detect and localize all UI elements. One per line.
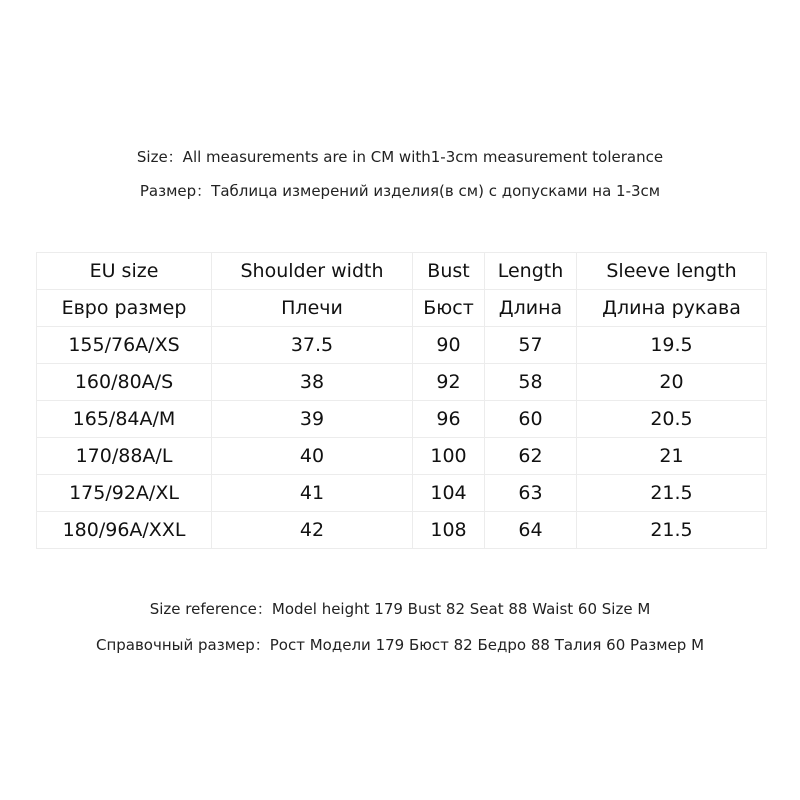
table-row — [37, 401, 767, 438]
bust-cell: 100 — [413, 438, 485, 475]
shoulder-cell: 38 — [212, 364, 413, 401]
header-cell-eu-size: EU size — [37, 253, 212, 290]
shoulder-cell: 37.5 — [212, 327, 413, 364]
length-cell: 58 — [485, 364, 577, 401]
bust-cell: 108 — [413, 512, 485, 549]
shoulder-cell: 39 — [212, 401, 413, 438]
size-table — [36, 252, 767, 549]
length-cell: 64 — [485, 512, 577, 549]
table-row — [37, 475, 767, 512]
bust-cell: 92 — [413, 364, 485, 401]
table-row — [37, 327, 767, 364]
bust-cell: 104 — [413, 475, 485, 512]
header-row-en — [37, 253, 767, 290]
length-cell: 60 — [485, 401, 577, 438]
table-row — [37, 512, 767, 549]
table-row — [37, 438, 767, 475]
header-cell-shoulder-width-ru: Плечи — [212, 290, 413, 327]
size-cell: 160/80A/S — [37, 364, 212, 401]
length-cell: 57 — [485, 327, 577, 364]
header-cell-length: Length — [485, 253, 577, 290]
sleeve-cell: 19.5 — [577, 327, 767, 364]
sleeve-cell: 21 — [577, 438, 767, 475]
bust-cell: 90 — [413, 327, 485, 364]
sleeve-cell: 21.5 — [577, 475, 767, 512]
shoulder-cell: 40 — [212, 438, 413, 475]
header-cell-bust: Bust — [413, 253, 485, 290]
length-cell: 63 — [485, 475, 577, 512]
size-cell: 175/92A/XL — [37, 475, 212, 512]
length-cell: 62 — [485, 438, 577, 475]
header-cell-shoulder-width: Shoulder width — [212, 253, 413, 290]
header-cell-sleeve-length-ru: Длина рукава — [577, 290, 767, 327]
header-row-ru — [37, 290, 767, 327]
size-cell: 170/88A/L — [37, 438, 212, 475]
size-cell: 155/76A/XS — [37, 327, 212, 364]
size-cell: 165/84A/M — [37, 401, 212, 438]
sleeve-cell: 21.5 — [577, 512, 767, 549]
measurement-note-ru: Размер：Таблица измерений изделия(в см) с допусками на 1-3см — [139, 182, 661, 200]
size-reference-note-ru: Справочный размер：Рост Модели 179 Бюст 82 Бедро 88 Талия 60 Размер M — [95, 636, 705, 654]
shoulder-cell: 42 — [212, 512, 413, 549]
measurement-note-en: Size：All measurements are in CM with1-3cm measurement tolerance — [136, 148, 664, 166]
sleeve-cell: 20 — [577, 364, 767, 401]
header-cell-length-ru: Длина — [485, 290, 577, 327]
bust-cell: 96 — [413, 401, 485, 438]
size-cell: 180/96A/XXL — [37, 512, 212, 549]
header-cell-eu-size-ru: Евро размер — [37, 290, 212, 327]
sleeve-cell: 20.5 — [577, 401, 767, 438]
size-reference-note-en: Size reference：Model height 179 Bust 82 Seat 88 Waist 60 Size M — [149, 600, 651, 618]
header-cell-bust-ru: Бюст — [413, 290, 485, 327]
header-cell-sleeve-length: Sleeve length — [577, 253, 767, 290]
shoulder-cell: 41 — [212, 475, 413, 512]
table-row — [37, 364, 767, 401]
